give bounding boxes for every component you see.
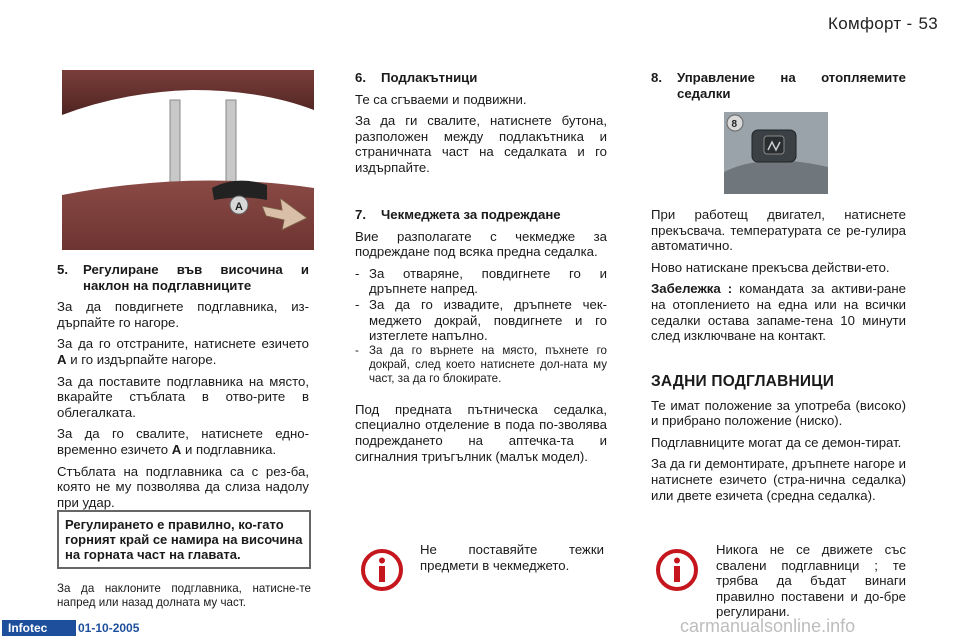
section-6-title: Подлакътници [381, 70, 478, 85]
info-icon [655, 548, 699, 592]
section-7-title: Чекмеджета за подреждане [381, 207, 561, 222]
section-5-p1: За да повдигнете подглавника, из-дърпайте го нагоре. [57, 299, 309, 330]
section-8: 8. Управление на отопляемите седалки [651, 70, 906, 101]
info-icon [360, 548, 404, 592]
section-5-p3: За да поставите подглавника на място, вкарайте стъблата в отво-рите в облегалката. [57, 373, 309, 420]
section-5-title: Регулиране във височина и наклон на подглавниците [83, 262, 309, 293]
adjustment-note-box: Регулирането е правилно, ко-гато горният край се намира на височина на горната част на главата. [57, 510, 311, 569]
section-5: 5. Регулиране във височина и наклон на подглавниците За да повдигнете подглавника, из-дърпайте го нагоре. За да го отстраните, натиснете езичето A и го издърпайте нагоре. За да поставите подглавника на място, вкарайте стъблата в отво-рите в облегалката. За да го свалите, натиснете едно-временно езичето A и подглавника. Стъблата на подглавника са с рез-ба, която не му позволява да слиза надолу при удар. [57, 262, 309, 510]
rear-headrests: ЗАДНИ ПОДГЛАВНИЦИ Те имат положение за употреба (високо) и прибрано положение (ниско). Подглавниците могат да се демон-тират. За да ги демонтирате, дръпнете нагоре и натиснете езичето (стра-нична седалка) или двете езичета (средна седалка). [651, 373, 906, 503]
page-number: 53 [918, 14, 938, 33]
label-8: 8 [731, 119, 738, 130]
headrest-illustration [62, 70, 314, 250]
section-title: Комфорт - [828, 14, 913, 33]
infotec-logo: Infotec [2, 620, 76, 636]
section-7: 7. Чекмеджета за подреждане Вие разполагате с чекмедже за подреждане под всяка предна седалка. - За отваряне, повдигнете го и дръпнете напред. - За да го извадите, дръпнете чек-меджето докрай, повдигнете и го изтеглете напълно. - За да го върнете на място, пъхнете го докрай, след което натиснете дол-ната му част, за да го блокирате. Под предната пътническа седалка, специално отделение в пода по-зволява подреждането на аптечка-та и сигналния триъгълник (малък модел). [355, 207, 607, 464]
section-8-title: Управление на отопляемите седалки [677, 70, 906, 101]
footer-date: 01-10-2005 [78, 621, 140, 635]
section-6: 6. Подлакътници Те са сгъваеми и подвижни. За да ги свалите, натиснете бутона, разположен между подлакътника и страничната част на седалката и го издърпайте. [355, 70, 607, 175]
label-a: A [235, 201, 243, 213]
section-8-body: При работещ двигател, натиснете прекъсвача. температурата се ре-гулира автоматично. Ново натискане прекъсва действи-ето. Забележка : командата за активи-ране на отоплението на една или на всички седалки остава запаме-тена 10 минути след изключване на контакт. [651, 207, 907, 344]
watermark: carmanualsonline.info [680, 616, 856, 636]
page-header [828, 14, 938, 34]
drawer-warning: Не поставяйте тежки предмети в чекмеджето. [420, 542, 604, 573]
tilt-note: За да наклоните подглавника, натисне-те напред или назад долната му част. [57, 582, 311, 609]
rear-headrest-warning: Никога не се движете със свалени подглавници ; те трябва да бъдат винаги правилно поставени и до-бре регулирани. [716, 542, 906, 620]
section-5-number: 5. [57, 262, 68, 277]
section-5-p5: Стъблата на подглавника са с рез-ба, която не му позволява да слиза надолу при удар. [57, 463, 309, 510]
heated-seat-switch-illustration [724, 112, 828, 194]
rear-headrests-title: ЗАДНИ ПОДГЛАВНИЦИ [651, 373, 835, 390]
